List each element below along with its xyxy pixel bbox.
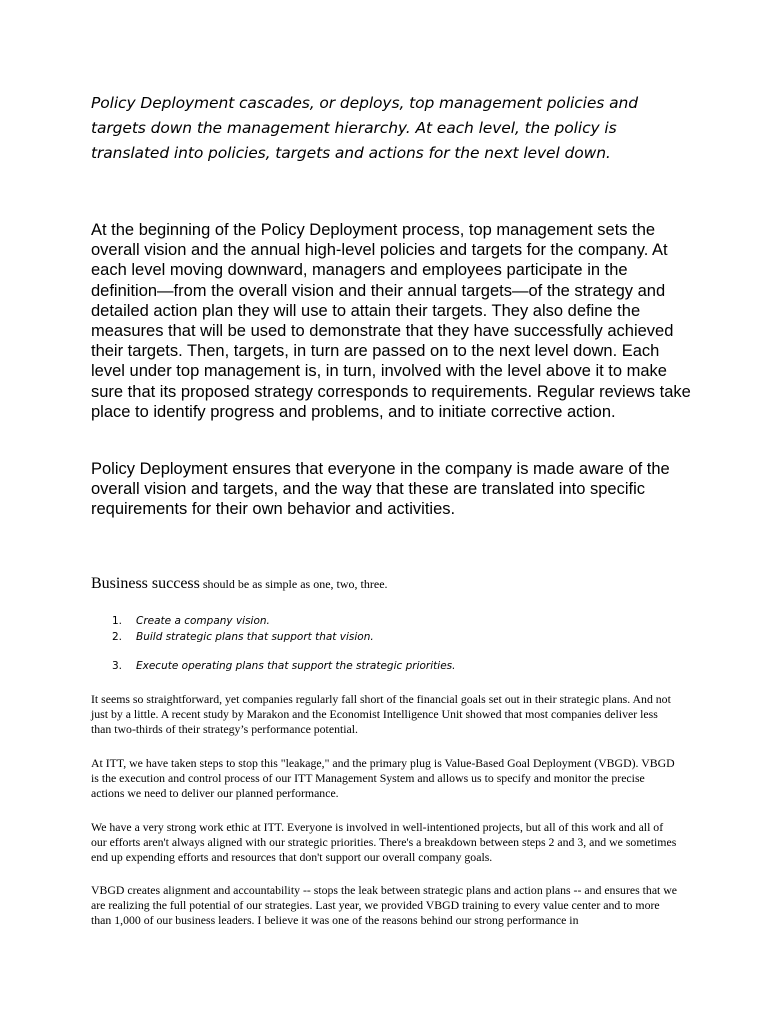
step-text: Create a company vision. [136,615,270,627]
intro-paragraph: Policy Deployment cascades, or deploys, top management policies and targets down the management hierarchy. At each level, the policy is translated into policies, targets and actions for the next level down. [91,94,638,162]
section-heading [91,575,388,593]
article-paragraph-3: We have a very strong work ethic at ITT. Everyone is involved in well-intentioned projects, but all of this work and all of our efforts aren't always aligned with our strategic priorities. There's a breakdown between steps 2 and 3, and we sometimes end up expending efforts and resources that don't support our overall company goals. [91,820,677,864]
list-item [112,615,270,627]
article-paragraph-2: At ITT, we have taken steps to stop this "leakage," and the primary plug is Value-Based Goal Deployment (VBGD). VBGD is the execution and control process of our ITT Management System and allows us to specify and monitor the precise actions we need to deliver our planned performance. [91,756,675,800]
heading-rest: should be as simple as one, two, three. [199,577,388,591]
step-number: 2. [112,631,123,643]
step-text: Build strategic plans that support that vision. [136,631,374,643]
article-paragraph-4: VBGD creates alignment and accountability -- stops the leak between strategic plans and action plans -- and ensures that we are realizing the full potential of our strategies. Last year, we provided VBGD training to every value center and to more than 1,000 of our business leaders. I believe it was one of the reasons behind our strong performance in [91,883,678,927]
article-paragraph-1: It seems so straightforward, yet companies regularly fall short of the financial goals set out in their strategic plans. And not just by a little. A recent study by Marakon and the Economist Intelligence Unit showed that most companies deliver less than two-thirds of their strategy’s performance potential. [91,692,671,736]
body-paragraph-2: Policy Deployment ensures that everyone in the company is made aware of the overall vision and targets, and the way that these are translated into specific requirements for their own behavior and activities. [91,460,670,519]
list-item [112,631,374,643]
step-text: Execute operating plans that support the strategic priorities. [136,660,456,672]
step-number: 1. [112,615,123,627]
list-item [112,660,455,672]
body-paragraph-1: At the beginning of the Policy Deployment process, top management sets the overall vision and the annual high-level policies and targets for the company. At each level moving downward, managers and employees participate in the definition—from the overall vision and their annual targets—of the strategy and detailed action plan they will use to attain their targets. They also define the measures that will be used to demonstrate that they have successfully achieved their targets. Then, targets, in turn are passed on to the next level down. Each level under top management is, in turn, involved with the level above it to make sure that its proposed strategy corresponds to requirements. Regular reviews take place to identify progress and problems, and to initiate corrective action. [91,221,691,421]
step-number: 3. [112,660,123,672]
heading-lead: Business success [91,575,200,592]
